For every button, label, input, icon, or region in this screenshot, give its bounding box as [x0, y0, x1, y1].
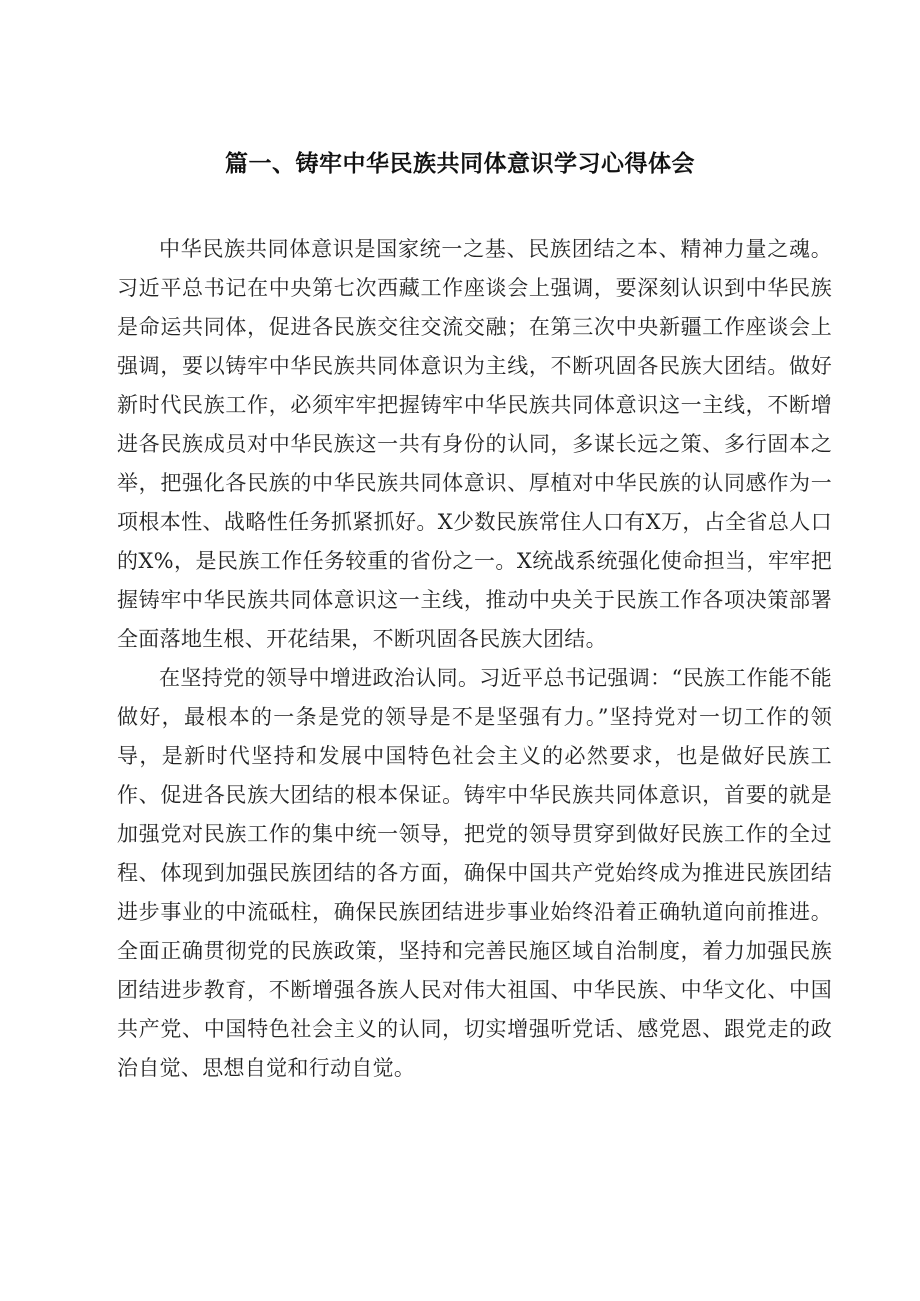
document-body [117, 230, 832, 1088]
paragraph-party-leadership: 在坚持党的领导中增进政治认同。习近平总书记强调：“民族工作能不能做好，最根本的一条是党的领导是不是坚强有力。”坚持党对一切工作的领导，是新时代坚持和发展中国特色社会主义的必然要求，也是做好民族工作、促进各民族大团结的根本保证。铸牢中华民族共同体意识，首要的就是加强党对民族工作的集中统一领导，把党的领导贯穿到做好民族工作的全过程、体现到加强民族团结的各方面，确保中国共产党始终成为推进民族团结进步事业的中流砥柱，确保民族团结进步事业始终沿着正确轨道向前推进。全面正确贯彻党的民族政策，坚持和完善民施区域自治制度，着力加强民族团结进步教育，不断增强各族人民对伟大祖国、中华民族、中华文化、中国共产党、中国特色社会主义的认同，切实增强听党话、感党恩、跟党走的政治自觉、思想自觉和行动自觉。 [117, 666, 832, 1080]
paragraph-intro: 中华民族共同体意识是国家统一之基、民族团结之本、精神力量之魂。习近平总书记在中央第七次西藏工作座谈会上强调，要深刻认识到中华民族是命运共同体，促进各民族交往交流交融；在第三次中央新疆工作座谈会上强调，要以铸牢中华民族共同体意识为主线，不断巩固各民族大团结。做好新时代民族工作，必须牢牢把握铸牢中华民族共同体意识这一主线，不断增进各民族成员对中华民族这一共有身份的认同，多谋长远之策、多行固本之举，把强化各民族的中华民族共同体意识、厚植对中华民族的认同感作为一项根本性、战略性任务抓紧抓好。X少数民族常住人口有X万，占全省总人口的X%，是民族工作任务较重的省份之一。X统战系统强化使命担当，牢牢把握铸牢中华民族共同体意识这一主线，推动中央关于民族工作各项决策部署全面落地生根、开花结果，不断巩固各民族大团结。 [117, 237, 832, 651]
document-title: 篇一、铸牢中华民族共同体意识学习心得体会 [225, 151, 695, 177]
